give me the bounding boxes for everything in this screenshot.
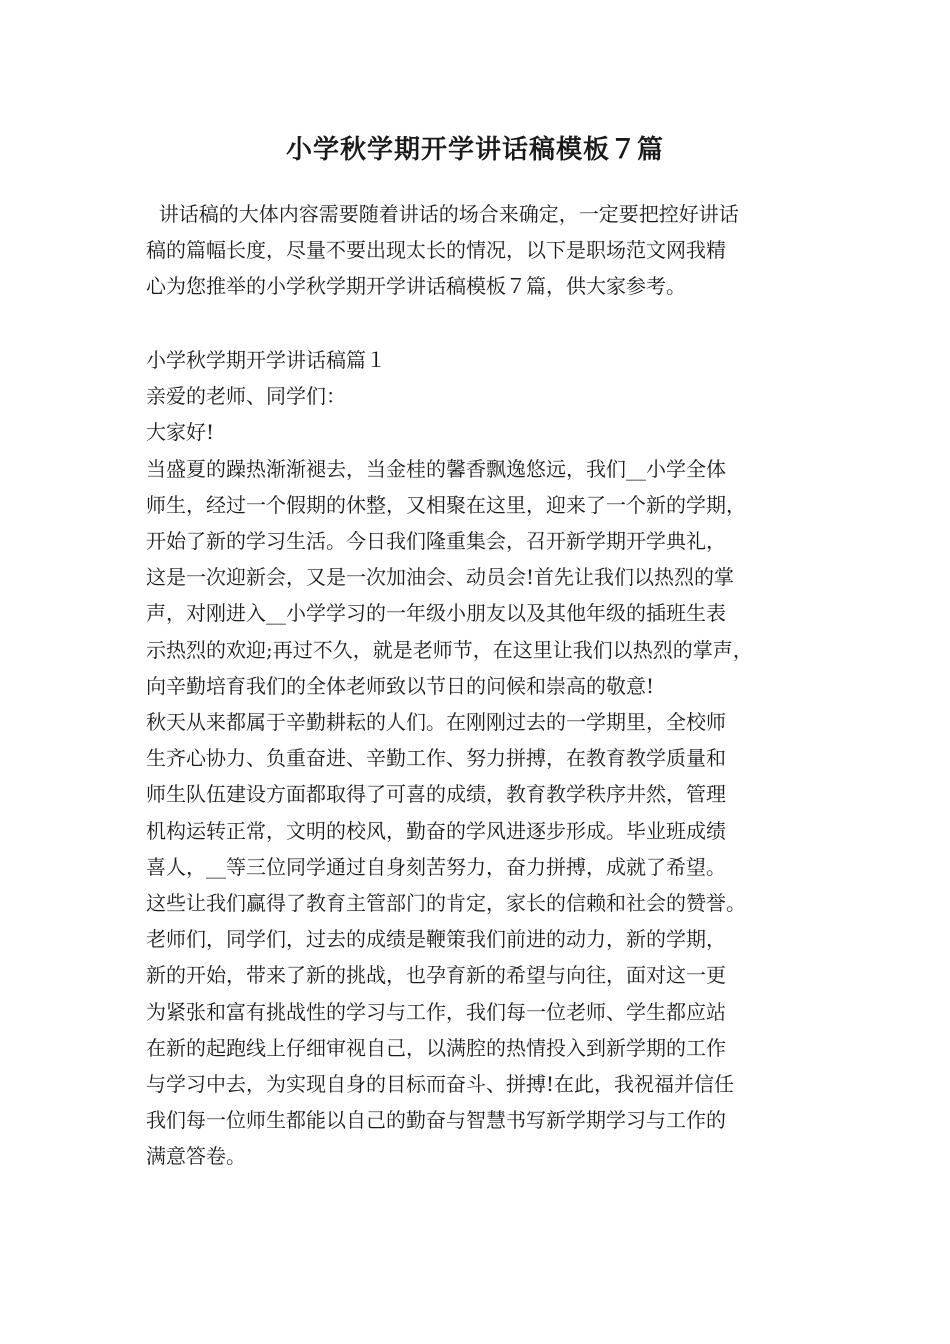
salutation: 亲爱的老师、同学们： [146, 384, 346, 409]
body-line: 与学习中去，为实现自身的目标而奋斗、拼搏!在此，我祝福并信任 [146, 1072, 735, 1097]
body-line: 向辛勤培育我们的全体老师致以节日的问候和崇高的敬意! [146, 673, 655, 698]
body-line: 喜人，__等三位同学通过自身刻苦努力，奋力拼搏，成就了希望。 [146, 854, 726, 879]
body-line: 这是一次迎新会，又是一次加油会、动员会!首先让我们以热烈的掌 [146, 565, 735, 590]
body-line: 为紧张和富有挑战性的学习与工作，我们每一位老师、学生都应站 [146, 999, 726, 1024]
body-line: 这些让我们赢得了教育主管部门的肯定，家长的信赖和社会的赞誉。 [146, 891, 746, 916]
intro-paragraph [146, 196, 816, 304]
body-line: 开始了新的学习生活。今日我们隆重集会，召开新学期开学典礼， [146, 529, 726, 554]
intro-line: 心为您推举的小学秋学期开学讲话稿模板７篇，供大家参考。 [146, 274, 686, 298]
body-line: 生齐心协力、负重奋进、辛勤工作、努力拼搏，在教育教学质量和 [146, 746, 726, 771]
body-line: 新的开始，带来了新的挑战，也孕育新的希望与向往，面对这一更 [146, 963, 726, 988]
body-line: 声，对刚进入__小学学习的一年级小朋友以及其他年级的插班生表 [146, 601, 726, 626]
intro-line: 讲话稿的大体内容需要随着讲话的场合来确定，一定要把控好讲话 [146, 202, 739, 226]
body-line: 示热烈的欢迎;再过不久，就是老师节，在这里让我们以热烈的掌声， [146, 637, 753, 662]
section-heading: 小学秋学期开学讲话稿篇１ [146, 348, 386, 372]
body-line: 秋天从来都属于辛勤耕耘的人们。在刚刚过去的一学期里，全校师 [146, 710, 726, 735]
body-line: 满意答卷。 [146, 1144, 246, 1169]
body-line: 老师们，同学们，过去的成绩是鞭策我们前进的动力，新的学期， [146, 927, 726, 952]
body-line: 在新的起跑线上仔细审视自己，以满腔的热情投入到新学期的工作 [146, 1035, 726, 1060]
greeting: 大家好! [146, 420, 215, 445]
document-title: 小学秋学期开学讲话稿模板７篇 [285, 135, 664, 165]
body-line: 机构运转正常，文明的校风，勤奋的学风进逐步形成。毕业班成绩 [146, 818, 726, 843]
body-line: 我们每一位师生都能以自己的勤奋与智慧书写新学期学习与工作的 [146, 1108, 726, 1133]
intro-line: 稿的篇幅长度，尽量不要出现太长的情况，以下是职场范文网我精 [146, 238, 726, 262]
body-line: 当盛夏的躁热渐渐褪去，当金桂的馨香飘逸悠远，我们__小学全体 [146, 456, 726, 481]
body-line: 师生队伍建设方面都取得了可喜的成绩，教育教学秩序井然，管理 [146, 782, 726, 807]
speech-body [146, 342, 836, 1175]
body-line: 师生，经过一个假期的休整，又相聚在这里，迎来了一个新的学期， [146, 492, 746, 517]
